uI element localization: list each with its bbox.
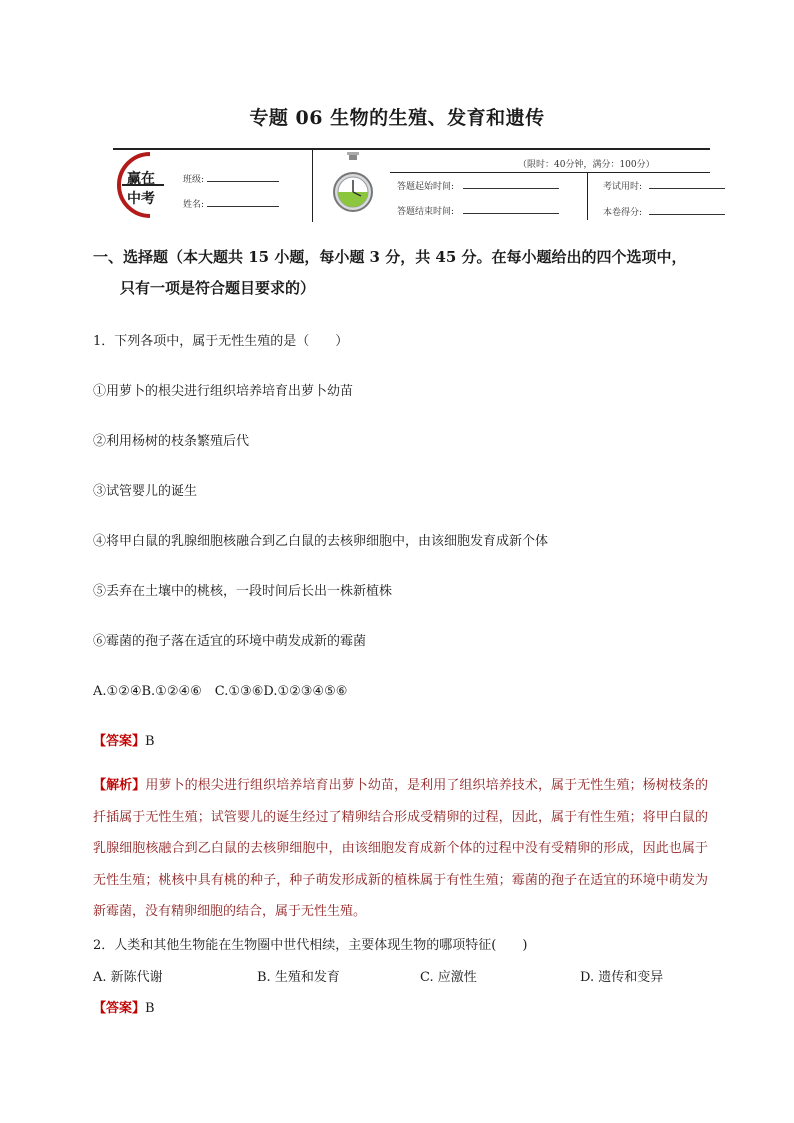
limit-text: （限时：40分钟，满分：100分） — [518, 160, 655, 170]
logo-text-bottom: 中考 — [127, 191, 155, 207]
header-top-rule — [113, 148, 710, 150]
class-blank[interactable] — [207, 171, 279, 182]
q1-item-4: ④将甲白鼠的乳腺细胞核融合到乙白鼠的去核卵细胞中，由该细胞发育成新个体 — [93, 534, 549, 549]
exam-time-label: 考试用时: — [603, 182, 643, 192]
q2-option-b: B. 生殖和发育 — [257, 970, 340, 985]
q1-item-1: ①用萝卜的根尖进行组织培养培育出萝卜幼苗 — [93, 384, 354, 399]
header-divider — [312, 150, 313, 222]
stopwatch-icon — [333, 152, 373, 220]
end-time-field — [397, 203, 559, 217]
q1-answer-tag: 【答案】 — [93, 734, 146, 749]
q1-answer-value: B — [145, 734, 155, 749]
q1-analysis-text: 用萝卜的根尖进行组织培养培育出萝卜幼苗，是利用了组织培养技术，属于无性生殖；杨树枝条的扦插属于无性生殖；试管婴儿的诞生经过了精卵结合形成受精卵的过程，因此，属于有性生殖；将甲白鼠的乳腺细胞核融合到乙白鼠的去核卵细胞中，由该细胞发育成新个体的过程中没有受精卵的形成，因此也属于无性生殖；桃核中具有桃的种子，种子萌发形成新的植株属于有性生殖；霉菌的孢子在适宜的环境中萌发为新霉菌，没有精卵细胞的结合，属于无性生殖。 — [93, 778, 708, 919]
name-label: 姓名: — [183, 200, 205, 210]
q1-item-6: ⑥霉菌的孢子落在适宜的环境中萌发成新的霉菌 — [93, 634, 367, 649]
section-heading-line2: 只有一项是符合题目要求的） — [120, 279, 316, 297]
start-time-label: 答题起始时间: — [397, 182, 455, 192]
exam-time-field — [603, 178, 725, 192]
exam-time-blank[interactable] — [649, 178, 725, 189]
q1-options: A.①②④B.①②④⑥ C.①③⑥D.①②③④⑤⑥ — [93, 684, 348, 699]
q1-item-3: ③试管婴儿的诞生 — [93, 484, 198, 499]
header-divider-right — [587, 172, 588, 220]
q2-answer-value: B — [145, 1001, 155, 1016]
q1-answer — [93, 730, 155, 749]
end-time-label: 答题结束时间: — [397, 207, 455, 217]
start-time-field — [397, 178, 559, 192]
header-sub-rule — [390, 172, 710, 173]
logo — [110, 150, 168, 220]
score-field — [603, 204, 725, 218]
q1-stem: 1．下列各项中，属于无性生殖的是（ ） — [93, 334, 349, 349]
q2-answer-tag: 【答案】 — [93, 1001, 146, 1016]
q2-stem: 2．人类和其他生物能在生物圈中世代相续，主要体现生物的哪项特征( ) — [93, 938, 528, 953]
q1-item-5: ⑤丢弃在土壤中的桃核，一段时间后长出一株新植株 — [93, 584, 393, 599]
q2-option-a: A. 新陈代谢 — [93, 970, 163, 985]
start-time-blank[interactable] — [463, 178, 559, 189]
q1-analysis-tag: 【解析】 — [93, 778, 146, 793]
class-field — [183, 171, 279, 185]
end-time-blank[interactable] — [463, 203, 559, 214]
section-heading-line1: 一、选择题（本大题共 15 小题，每小题 3 分，共 45 分。在每小题给出的四个选项中， — [93, 248, 687, 266]
q1-item-2: ②利用杨树的枝条繁殖后代 — [93, 434, 250, 449]
logo-text-top: 赢在 — [127, 171, 155, 187]
name-field — [183, 196, 279, 210]
score-label: 本卷得分: — [603, 208, 643, 218]
score-blank[interactable] — [649, 204, 725, 215]
q2-answer — [93, 997, 155, 1016]
class-label: 班级: — [183, 175, 205, 185]
q1-analysis — [93, 770, 708, 928]
name-blank[interactable] — [207, 196, 279, 207]
q2-option-c: C. 应激性 — [420, 970, 477, 985]
q2-option-d: D. 遗传和变异 — [580, 970, 664, 985]
page-title: 专题 06 生物的生殖、发育和遗传 — [249, 107, 545, 129]
